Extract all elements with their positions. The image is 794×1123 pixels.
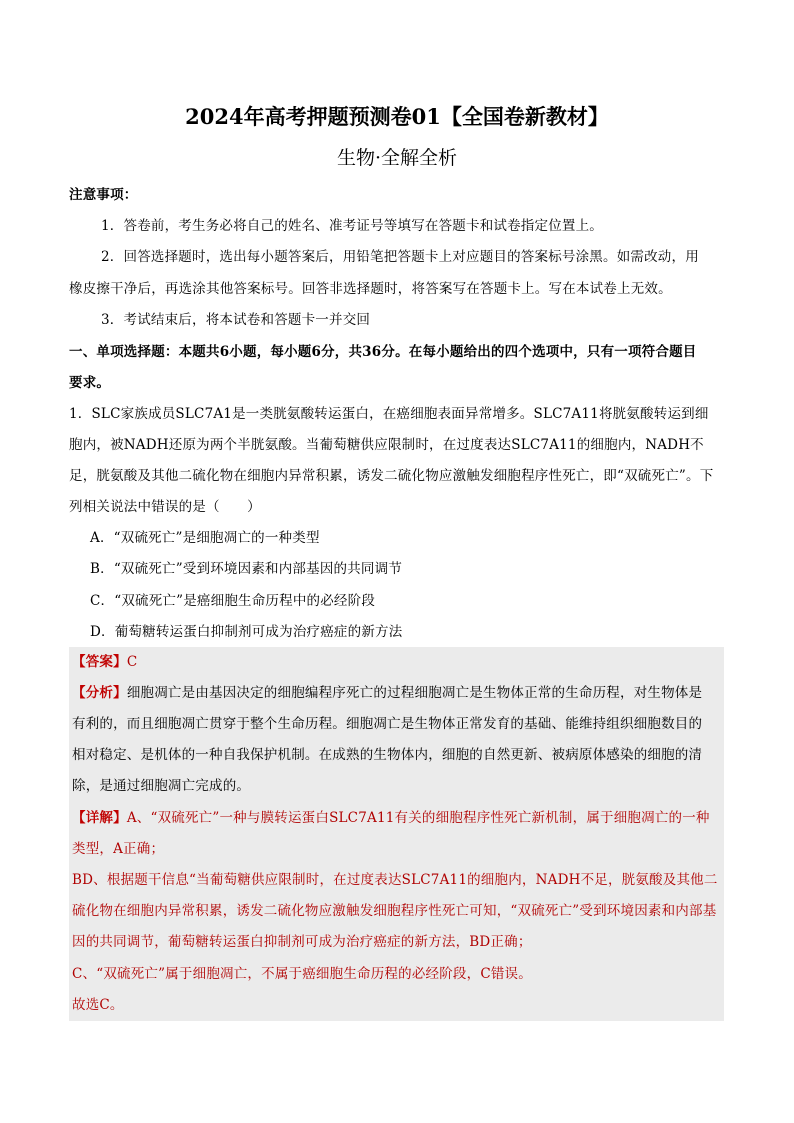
detail-line-4: 硫化物在细胞内异常积累，诱发二硫化物应激触发细胞程序性死亡可知，“双硫死亡”受到环境因素和内部基 <box>72 903 717 919</box>
analysis-line-2: 有利的，而且细胞凋亡贯穿于整个生命历程。细胞凋亡是生物体正常发育的基础、能维持组织细胞数目的 <box>72 716 703 732</box>
question-stem-line-4: 列相关说法中错误的是（ ） <box>69 499 261 515</box>
question-stem-line-1: 1．SLC家族成员SLC7A1是一类胱氨酸转运蛋白，在癌细胞表面异常增多。SLC7A11将胱氨酸转运到细 <box>69 406 709 422</box>
detail-tag: 【详解】 <box>72 810 127 826</box>
detail-line-1 <box>72 808 710 828</box>
question-stem-line-2: 胞内，被NADH还原为两个半胱氨酸。当葡萄糖供应限制时，在过度表达SLC7A11的细胞内，NADH不 <box>69 437 704 453</box>
analysis-line-3: 相对稳定、是机体的一种自我保护机制。在成熟的生物体内，细胞的自然更新、被病原体感染的细胞的清 <box>72 747 703 763</box>
notice-item-2-line-1: 2．回答选择题时，选出每小题答案后，用铅笔把答题卡上对应题目的答案标号涂黑。如需改动，用 <box>101 249 699 265</box>
section-heading-line-1: 一、单项选择题：本题共6小题，每小题6分，共36分。在每小题给出的四个选项中，只有一项符合题目 <box>69 344 697 360</box>
option-d: D．葡萄糖转运蛋白抑制剂可成为治疗癌症的新方法 <box>90 624 403 640</box>
detail-line-3: BD、根据题干信息“当葡萄糖供应限制时，在过度表达SLC7A11的细胞内，NADH不足，胱氨酸及其他二 <box>72 872 718 888</box>
option-c: C．“双硫死亡”是癌细胞生命历程中的必经阶段 <box>90 593 376 609</box>
detail-line-6: C、“双硫死亡”属于细胞凋亡，不属于癌细胞生命历程的必经阶段，C错误。 <box>72 966 532 982</box>
analysis-tag: 【分析】 <box>72 685 127 701</box>
detail-text-1: A、“双硫死亡”一种与膜转运蛋白SLC7A11有关的细胞程序性死亡新机制，属于细胞凋亡的一种 <box>126 810 710 826</box>
answer-tag: 【答案】 <box>72 654 127 670</box>
answer-value: C <box>126 654 138 670</box>
question-stem-line-3: 足，胱氨酸及其他二硫化物在细胞内异常积累，诱发二硫化物应激触发细胞程序性死亡，即“双硫死亡”。下 <box>69 468 714 484</box>
detail-line-2: 类型，A正确； <box>72 841 165 857</box>
option-b: B．“双硫死亡”受到环境因素和内部基因的共同调节 <box>90 561 403 577</box>
notice-item-1: 1．答卷前，考生务必将自己的姓名、准考证号等填写在答题卡和试卷指定位置上。 <box>101 218 603 234</box>
page-subtitle: 生物·全解全析 <box>336 147 458 169</box>
section-heading-line-2: 要求。 <box>69 375 111 391</box>
notice-item-2-line-2: 橡皮擦干净后，再选涂其他答案标号。回答非选择题时，将答案写在答题卡上。写在本试卷上无效。 <box>69 281 672 297</box>
detail-line-5: 因的共同调节，葡萄糖转运蛋白抑制剂可成为治疗癌症的新方法，BD正确； <box>72 934 532 950</box>
page-title: 2024年高考押题预测卷01【全国卷新教材】 <box>185 104 609 129</box>
option-a: A．“双硫死亡”是细胞凋亡的一种类型 <box>90 530 320 546</box>
notice-item-3: 3．考试结束后，将本试卷和答题卡一并交回 <box>101 312 371 328</box>
analysis-line-1 <box>72 683 702 703</box>
notice-heading: 注意事项： <box>69 187 138 203</box>
analysis-text-1: 细胞凋亡是由基因决定的细胞编程序死亡的过程细胞凋亡是生物体正常的生命历程，对生物体是 <box>126 685 703 701</box>
analysis-line-4: 除，是通过细胞凋亡完成的。 <box>72 778 251 794</box>
conclusion-line: 故选C。 <box>72 997 124 1013</box>
answer-line <box>72 652 137 672</box>
